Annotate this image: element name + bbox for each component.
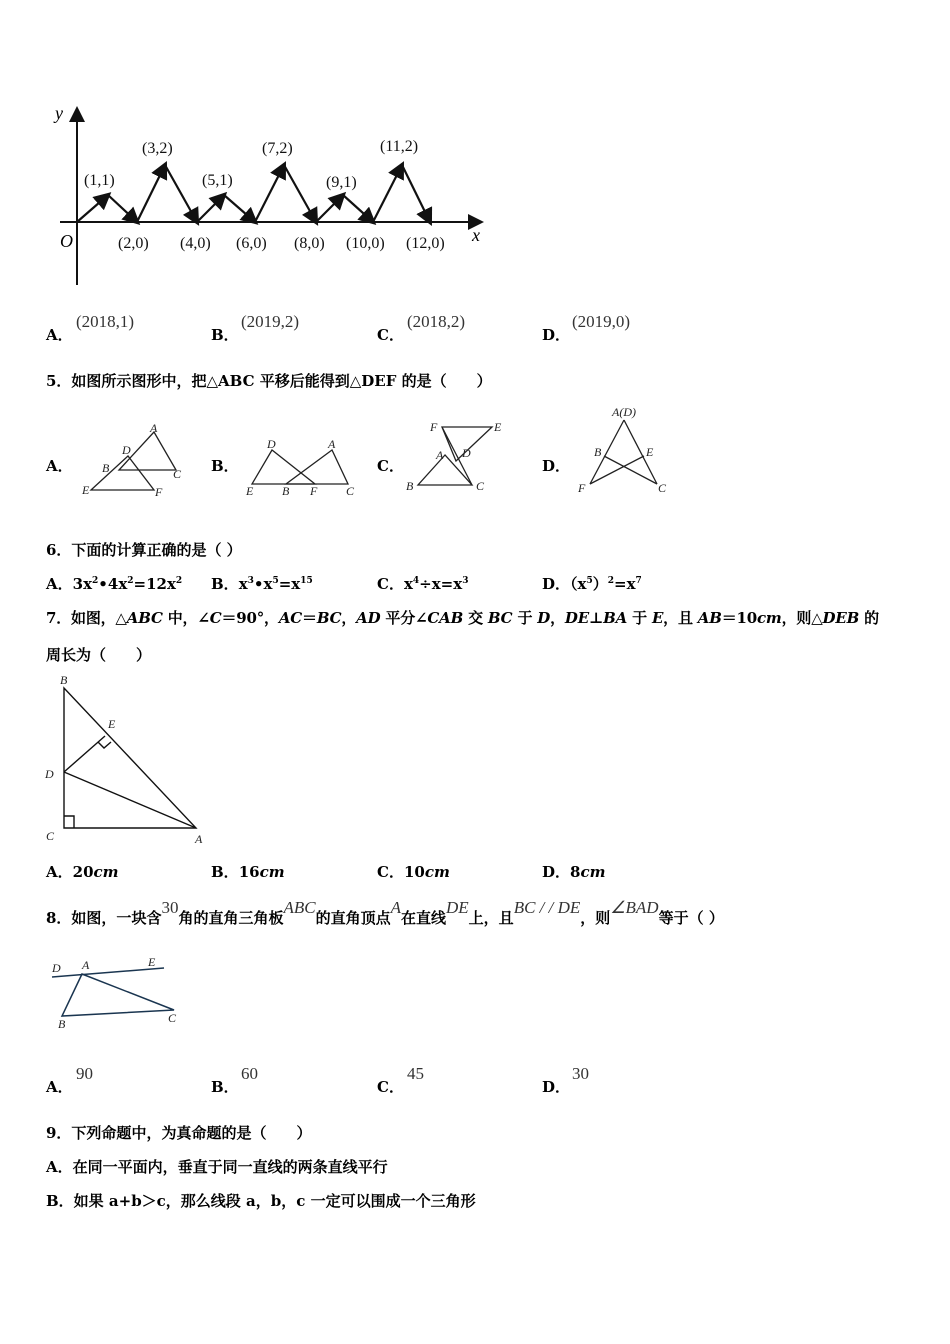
svg-text:B: B bbox=[60, 673, 68, 687]
svg-text:A(D): A(D) bbox=[612, 405, 636, 419]
q8-option-d-value: 30 bbox=[572, 1064, 589, 1083]
svg-text:C: C bbox=[168, 1011, 177, 1025]
q8-option-c-letter: C． bbox=[377, 1078, 404, 1096]
q9-stem: 9．下列命题中，为真命题的是（ ） bbox=[46, 1124, 312, 1142]
q8-option-a-letter: A． bbox=[46, 1078, 73, 1096]
q4-option-b-value: (2019,2) bbox=[241, 312, 300, 331]
q6-option-b: B．$x^3•x^5=x^{15}$ bbox=[211, 575, 313, 593]
svg-text:E: E bbox=[246, 484, 254, 498]
q7-triangle-figure bbox=[40, 668, 220, 850]
svg-text:C: C bbox=[46, 829, 55, 843]
svg-text:B: B bbox=[58, 1017, 66, 1031]
q4-option-a-value: (2018,1) bbox=[76, 312, 135, 331]
xtick-label: (4,0) bbox=[180, 235, 211, 252]
zigzag-graph bbox=[40, 95, 500, 295]
q5-option-b-letter: B． bbox=[211, 457, 239, 475]
q7-stem-line2: 周长为（ ） bbox=[46, 646, 152, 664]
q5-option-d-letter: D． bbox=[542, 457, 571, 475]
q5-figure-d bbox=[572, 404, 677, 500]
y-axis-label: y bbox=[55, 103, 63, 123]
svg-text:D: D bbox=[122, 443, 131, 457]
peak-label: (9,1) bbox=[326, 174, 357, 191]
q4-option-c-value: (2018,2) bbox=[407, 312, 466, 331]
q6-option-a: A．$3x^2•4x^2=12x^2$ bbox=[46, 575, 183, 593]
xtick-label: (10,0) bbox=[346, 235, 385, 252]
q5-figure-c bbox=[400, 415, 515, 500]
q9-option-a: A．在同一平面内，垂直于同一直线的两条直线平行 bbox=[46, 1158, 388, 1176]
svg-text:C: C bbox=[346, 484, 355, 498]
svg-text:A: A bbox=[195, 832, 203, 846]
q8-option-c-value: 45 bbox=[407, 1064, 424, 1083]
xtick-label: (8,0) bbox=[294, 235, 325, 252]
svg-text:E: E bbox=[82, 483, 90, 497]
zigzag-path bbox=[77, 165, 430, 222]
svg-text:B: B bbox=[282, 484, 290, 498]
q6-option-d: D．$(x^5)^2=x^7$ bbox=[542, 575, 642, 593]
svg-text:A: A bbox=[436, 448, 444, 462]
q4-option-c-letter: C． bbox=[377, 326, 404, 344]
x-axis-label: x bbox=[472, 225, 480, 245]
q8-option-b-letter: B． bbox=[211, 1078, 239, 1096]
peak-label: (5,1) bbox=[202, 172, 233, 189]
origin-label: O bbox=[60, 231, 73, 251]
svg-text:E: E bbox=[646, 445, 654, 459]
xtick-label: (12,0) bbox=[406, 235, 445, 252]
svg-text:B: B bbox=[102, 461, 110, 475]
q4-option-d-value: (2019,0) bbox=[572, 312, 631, 331]
svg-text:C: C bbox=[476, 479, 485, 493]
svg-text:A: A bbox=[328, 437, 336, 451]
svg-text:B: B bbox=[594, 445, 602, 459]
q4-option-b-letter: B． bbox=[211, 326, 239, 344]
q4-option-d-letter: D． bbox=[542, 326, 571, 344]
q5-option-c-letter: C． bbox=[377, 457, 404, 475]
svg-text:D: D bbox=[52, 961, 61, 975]
q7-stem-line1: 7．如图，△ABC 中，∠C＝90°，AC＝BC，AD 平分∠CAB 交 BC 于 D，DE⊥BA 于 E，且 AB＝10cm，则△DEB 的 bbox=[46, 609, 879, 627]
q7-option-d: D．8cm bbox=[542, 863, 606, 881]
peak-label: (3,2) bbox=[142, 140, 173, 157]
q7-option-c: C．10cm bbox=[377, 863, 450, 881]
q6-option-c: C．$x^4\div x=x^3$ bbox=[377, 575, 469, 593]
svg-text:C: C bbox=[658, 481, 667, 495]
peak-label: (7,2) bbox=[262, 140, 293, 157]
q8-triangle-figure bbox=[46, 952, 186, 1034]
q7-option-b: B．16cm bbox=[211, 863, 285, 881]
svg-text:A: A bbox=[82, 958, 90, 972]
svg-text:E: E bbox=[148, 955, 156, 969]
svg-text:F: F bbox=[155, 485, 163, 499]
q9-option-b: B．如果 a+b＞c，那么线段 a，b，c 一定可以围成一个三角形 bbox=[46, 1192, 476, 1210]
svg-text:E: E bbox=[108, 717, 116, 731]
q7-option-a: A．20cm bbox=[46, 863, 119, 881]
q5-option-a-letter: A． bbox=[46, 457, 73, 475]
xtick-label: (2,0) bbox=[118, 235, 149, 252]
q8-option-d-letter: D． bbox=[542, 1078, 571, 1096]
svg-text:B: B bbox=[406, 479, 414, 493]
q5-figure-a bbox=[76, 420, 196, 500]
svg-text:D: D bbox=[462, 446, 471, 460]
q8-stem: 8．如图，一块含30角的直角三角板ABC的直角顶点A在直线DE上，且BC / / DE，则∠BAD等于（ ） bbox=[46, 898, 724, 927]
svg-text:A: A bbox=[150, 421, 158, 435]
q4-option-a-letter: A． bbox=[46, 326, 73, 344]
svg-text:C: C bbox=[173, 467, 182, 481]
svg-text:D: D bbox=[45, 767, 54, 781]
svg-text:D: D bbox=[267, 437, 276, 451]
svg-text:F: F bbox=[430, 420, 438, 434]
svg-text:F: F bbox=[578, 481, 586, 495]
q8-option-b-value: 60 bbox=[241, 1064, 258, 1083]
q6-stem: 6．下面的计算正确的是（ ） bbox=[46, 541, 242, 559]
q8-option-a-value: 90 bbox=[76, 1064, 93, 1083]
svg-text:E: E bbox=[494, 420, 502, 434]
xtick-label: (6,0) bbox=[236, 235, 267, 252]
peak-label: (1,1) bbox=[84, 172, 115, 189]
q5-stem: 5．如图所示图形中，把△ABC 平移后能得到△DEF 的是（ ） bbox=[46, 372, 492, 390]
q5-figure-b bbox=[240, 432, 365, 500]
peak-label: (11,2) bbox=[380, 138, 419, 155]
svg-text:F: F bbox=[310, 484, 318, 498]
